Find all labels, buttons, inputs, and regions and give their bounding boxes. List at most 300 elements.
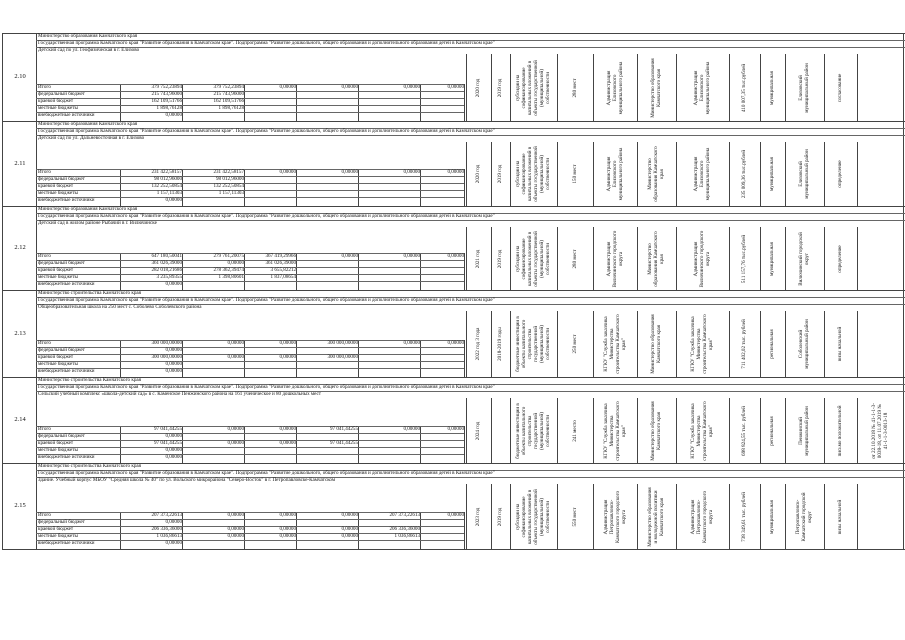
block-vertical-line [2,33,3,121]
table-column-line [358,84,359,121]
row-regional-label: краевой бюджет [38,98,74,104]
attribute-text: Администрация Елизовского муниципального района [693,147,711,201]
row-total-value: 0,00000 [279,84,296,90]
table-column-line [244,253,245,290]
attribute-text: Министерство образования Камчатского края [650,57,662,118]
row-total-value: 0,00000 [279,340,296,346]
table-column-line [420,84,421,121]
attribute-cell [785,55,823,120]
program-name: Государственная программа Камчатского края "Развитие образования в Камчатском крае". Подпрограмма "Развитие дошкольного, общего образования и дополнительного образования детей в Камчатском крае" [38,384,495,390]
block-vertical-line [2,206,3,290]
row-local-label: местные бюджеты [38,274,78,280]
row-total-value: 207 373,22613 [151,512,182,518]
row-extrabudget-value: 0,00000 [165,368,182,374]
row-federal-label: федеральный бюджет [38,260,85,266]
attribute-cell [557,55,592,120]
object-name: Общеобразовательная школа на 250 мест с. Соболево Соболевского района [38,304,202,310]
block-vertical-line [36,463,37,549]
row-regional-value: 206 336,36000 [389,526,420,532]
table-column-line [120,84,121,121]
entry-number: 2.13 [14,329,26,337]
attribute-column-line [857,142,858,206]
attribute-text: 2020 год [475,164,481,184]
row-regional-value: 132 252,50854 [151,183,182,189]
attribute-cell [466,55,490,120]
block-bottom-border [2,549,905,550]
attribute-column-line [857,484,858,549]
attribute-text: Администрация Елизовского муниципального района [605,61,624,114]
attribute-cell [491,143,509,205]
attribute-cell [510,143,556,205]
row-extrabudget-value: 0,00000 [165,112,182,118]
ministry-name: Министерство строительства Камчатского края [38,377,141,383]
row-total-value: 231 422,58157 [151,169,182,175]
row-regional-value: 97 041,44255 [153,440,182,446]
row-total-value: 0,00000 [447,512,464,518]
attribute-text: Елизовский муниципальный район [798,62,810,113]
attribute-text: Министерство образования Камчатского края [647,146,665,202]
entry-block [2,206,905,290]
attribute-text: 550 мест [571,507,578,527]
table-column-line [244,340,245,377]
attribute-text: Соболевский муниципальный район [798,319,810,369]
program-name: Государственная программа Камчатского края "Развитие образования в Камчатском крае". Подпрограмма "Развитие дошкольного, общего образования и дополнительного образования детей в Камчатском крае" [38,40,495,46]
row-total-value: 0,00000 [341,84,358,90]
row-total-value: 0,00000 [279,169,296,175]
row-local-label: местные бюджеты [38,105,78,111]
table-column-line [464,340,465,377]
row-extrabudget-label: внебюджетные источники [38,540,95,546]
attribute-cell [593,399,636,462]
row-regional-value: 0,00000 [279,440,296,446]
block-vertical-line [36,206,37,290]
row-local-label: местные бюджеты [38,447,78,453]
row-regional-value: 0,00000 [279,354,296,360]
row-extrabudget-label: внебюджетные источники [38,281,95,287]
table-column-line [358,340,359,377]
row-local-label: местные бюджеты [38,361,78,367]
attribute-cell [729,312,759,376]
row-total-value: 0,00000 [227,512,244,518]
table-column-line [464,253,465,290]
row-total-value: 0,00000 [279,426,296,432]
row-regional-value: 162 109,51766 [213,98,244,104]
table-column-line [358,169,359,206]
row-federal-value: 215 743,96000 [151,91,182,97]
attribute-cell [637,228,675,289]
table-column-line [244,426,245,463]
row-total-value: 0,00000 [403,340,420,346]
attribute-text: Пенжинский муниципальный район [798,405,810,456]
attribute-text: КГКУ "Служба заказчика Министерства строительства Камчатского края" [690,314,714,374]
attribute-text: муниципальная [769,499,775,534]
attribute-cell [676,143,728,205]
row-federal-value: 0,00000 [165,433,182,439]
attribute-cell [491,399,509,462]
row-total-value: 231 422,58157 [213,169,244,175]
program-name: Государственная программа Камчатского края "Развитие образования в Камчатском крае". Подпрограмма "Развитие дошкольного, общего образования и дополнительного образования детей в Камчатском крае" [38,297,495,303]
attribute-text: субсидии на софинансирование капитальных вложений в объекты государственной (муниципальной) собственности [515,59,551,116]
attribute-cell [557,143,592,205]
row-total-value: 379 752,23894 [151,84,182,90]
attribute-text: 280 мест [571,78,578,98]
row-regional-label: краевой бюджет [38,183,74,189]
attribute-cell [637,312,675,376]
row-regional-value: 278 362,39474 [213,267,244,273]
row-local-value: 1 036,86613 [394,533,420,539]
object-name: Здание. Учебный корпус МБОУ "Средняя школа № 40" по ул. Вольского микрорайона "Северо-Восток" в г. Петропавловске-Камчатском [38,477,336,483]
row-total-label: Итого [38,512,51,518]
attribute-cell [510,485,556,548]
row-local-value: 3 235,89355 [156,274,182,280]
attribute-cell [785,485,823,548]
attribute-cell [466,312,490,376]
block-vertical-line [2,463,3,549]
attribute-text: муниципальная [769,70,775,105]
row-regional-value: 0,00000 [279,526,296,532]
row-total-value: 300 000,00000 [327,340,358,346]
row-total-value: 0,00000 [341,169,358,175]
row-total-value: 0,00000 [403,426,420,432]
table-column-line [296,253,297,290]
attribute-cell [760,143,784,205]
attribute-text: 280 мест [571,249,578,269]
attribute-text: КГКУ "Служба заказчика Министерства строительства Камчатского края" [602,314,627,374]
row-local-value: 1 837,08654 [270,274,296,280]
attribute-cell [785,228,823,289]
attribute-cell [466,143,490,205]
attribute-cell [824,143,856,205]
attribute-cell [593,228,636,289]
attribute-text: субсидии на софинансирование капитальных вложений в объекты государственной (муниципальной) собственности [515,230,551,287]
attribute-text: определение [837,160,843,188]
row-extrabudget-value: 0,00000 [165,197,182,203]
row-federal-value: 0,00000 [165,347,182,353]
block-right-border [903,377,904,463]
attribute-cell [510,228,556,289]
row-regional-value: 97 041,44255 [329,440,358,446]
object-name: Детский сад по ул. Геофизическая в г. Елизово [38,47,140,53]
attribute-cell [785,143,823,205]
table-column-line [420,340,421,377]
row-total-value: 0,00000 [403,169,420,175]
attribute-text: 698 824,55 тыс. рублей [741,405,747,456]
attribute-column-line [857,227,858,290]
attribute-text: КГКУ "Служба заказчика Министерства строительства Камчатского края" [690,400,714,461]
row-local-value: 1 898,76128 [156,105,182,111]
program-name: Государственная программа Камчатского края "Развитие образования в Камчатском крае". Подпрограмма "Развитие дошкольного, общего образования и дополнительного образования детей в Камчатском крае" [38,128,495,134]
attribute-text: 150 мест [571,164,578,184]
attribute-cell [637,485,675,548]
table-column-line [464,169,465,206]
row-local-value: 1 398,80601 [218,274,244,280]
row-regional-value: 0,00000 [227,526,244,532]
table-column-line [296,512,297,549]
row-total-value: 207 373,22613 [389,512,420,518]
table-column-line [244,169,245,206]
attribute-text: Елизовский муниципальный район [798,149,810,199]
attribute-cell [491,312,509,376]
row-extrabudget-label: внебюджетные источники [38,112,95,118]
attribute-text: 2019 год [497,78,503,97]
attribute-cell [729,55,759,120]
row-regional-label: краевой бюджет [38,267,74,273]
object-name: Детский сад по ул. Дальневосточная в г. Елизово [38,135,145,141]
block-vertical-line [36,121,37,206]
entry-number: 2.15 [14,502,26,509]
entry-block [2,463,905,549]
row-local-value: 0,00000 [165,447,182,453]
attribute-cell [557,228,592,289]
attribute-cell [637,55,675,120]
row-regional-value: 0,00000 [227,440,244,446]
attribute-text: муниципальная [769,241,775,276]
row-regional-label: краевой бюджет [38,440,74,446]
attribute-cell [557,399,592,462]
attribute-cell [593,485,636,548]
attribute-text: Администрация Елизовского муниципального района [693,61,711,114]
row-total-value: 0,00000 [447,253,464,259]
attribute-text: 2019 год [497,164,503,184]
row-federal-value: 0,00000 [227,260,244,266]
table-column-line [244,84,245,121]
row-total-value: 367 419,29966 [265,253,296,259]
table-column-line [120,512,121,549]
table-column-line [296,169,297,206]
attribute-text: 2023 год [475,507,481,526]
row-total-value: 97 041,44255 [153,426,182,432]
attribute-text: 738 349,61 тыс. рублей [741,491,747,542]
attribute-text: 235 009,36 тыс.рублей [741,149,747,199]
attribute-text: бюджетные инвестиции в объекты капитального строительства государственной (муниципальной) собственности [515,402,551,459]
attribute-text: муниципальная [769,157,775,191]
row-regional-value: 282 018,21686 [151,267,182,273]
attribute-text: 2019 год [497,507,503,526]
attribute-cell [785,399,823,462]
table-column-line [120,340,121,377]
table-column-line [296,84,297,121]
table-column-line [182,340,183,377]
attribute-text: Министерство образования Камчатского края [647,230,665,287]
row-total-value: 0,00000 [341,512,358,518]
attribute-text: Администрация Петропавловск-Камчатского городского округа [602,490,627,543]
entry-block [2,377,905,463]
attribute-column-line [857,311,858,377]
entry-number: 2.12 [14,244,26,251]
row-total-value: 0,00000 [227,426,244,432]
object-name: Сельский учебный комплекс «школа-детский сад» в с. Каменское Пенжинского района на 161 ученическое и 80 дошкольных мест [38,391,322,397]
table-column-line [420,426,421,463]
row-total-value: 279 761,20075 [213,253,244,259]
attribute-cell [824,55,856,120]
row-extrabudget-value: 0,00000 [165,540,182,546]
attribute-text: визы начальной [837,326,843,362]
row-regional-value: 300 000,00000 [151,354,182,360]
row-total-value: 647 180,50041 [151,253,182,259]
attribute-column-line [857,54,858,121]
attribute-cell [557,312,592,376]
attribute-cell [729,143,759,205]
attribute-text: Вилючинский городской округ [798,231,810,286]
attribute-text: 511 157,76 тыс.рублей [741,234,747,283]
attribute-text: Администрация Вилючинского городского округа [693,230,711,287]
entry-block [2,33,905,121]
table-column-line [464,426,465,463]
row-federal-label: федеральный бюджет [38,433,85,439]
row-regional-label: краевой бюджет [38,354,74,360]
attribute-cell [785,312,823,376]
attribute-text: 2019 год [497,249,503,268]
program-name: Государственная программа Камчатского края "Развитие образования в Камчатском крае". Подпрограмма "Развитие дошкольного, общего образования и дополнительного образования детей в Камчатском крае" [38,213,495,219]
entry-block [2,121,905,206]
entry-number: 2.10 [14,73,26,80]
attribute-cell [676,312,728,376]
row-local-value: 0,00000 [227,533,244,539]
row-total-value: 0,00000 [403,253,420,259]
attribute-cell [676,399,728,462]
table-column-line [182,512,183,549]
ministry-name: Министерство строительства Камчатского края [38,290,141,296]
row-federal-label: федеральный бюджет [38,91,85,97]
row-federal-value: 98 012,96000 [215,176,244,182]
row-regional-value: 132 252,50854 [213,183,244,189]
table-column-line [244,512,245,549]
attribute-cell [760,399,784,462]
attribute-cell [466,399,490,462]
table-column-line [358,426,359,463]
row-federal-label: федеральный бюджет [38,176,85,182]
attribute-cell [676,55,728,120]
row-regional-value: 162 109,51766 [151,98,182,104]
attribute-text: 711 402,02 тыс. рублей [741,319,747,369]
attribute-cell [760,312,784,376]
ministry-name: Министерство образования Камчатского края [38,33,138,39]
row-local-value: 1 157,11303 [156,190,182,196]
attribute-text: 2020 год [475,78,481,97]
attribute-cell [466,485,490,548]
row-total-label: Итого [38,84,51,90]
row-extrabudget-value: 0,00000 [165,281,182,287]
attribute-cell [729,485,759,548]
attribute-text: Петропавловск-Камчатский городской округ [795,491,813,542]
row-total-label: Итого [38,426,51,432]
row-total-value: 0,00000 [447,340,464,346]
attribute-cell [676,228,728,289]
ministry-name: Министерство образования Камчатского края [38,121,138,127]
attribute-cell [729,228,759,289]
row-regional-value: 0,00000 [227,354,244,360]
block-vertical-line [2,121,3,206]
block-right-border [903,206,904,290]
attribute-cell [824,399,856,462]
attribute-text: 241 место [571,419,578,442]
program-name: Государственная программа Камчатского края "Развитие образования в Камчатском крае". Подпрограмма "Развитие дошкольного, общего образования и дополнительного образования детей в Камчатском крае" [38,470,495,476]
table-column-line [420,512,421,549]
object-name: Детский сад в жилом районе Рыбачий в г. Вилючинске [38,220,157,226]
attribute-cell [760,228,784,289]
attribute-text: 410 007,35 тыс.рублей [741,63,747,112]
attribute-cell [676,485,728,548]
row-extrabudget-label: внебюджетные источники [38,197,95,203]
row-total-label: Итого [38,169,51,175]
attribute-text: региональная [769,329,775,359]
row-extrabudget-label: внебюджетные источники [38,368,95,374]
attribute-text: Администрация Елизовского муниципального района [605,147,624,201]
attribute-cell [510,399,556,462]
ministry-name: Министерство строительства Камчатского края [38,463,141,469]
attribute-text: Министерство образования Камчатского края [650,314,662,374]
attribute-cell [637,143,675,205]
block-right-border [903,121,904,206]
row-total-value: 0,00000 [447,169,464,175]
table-column-line [358,512,359,549]
attribute-cell [729,399,759,462]
row-local-value: 1 898,76128 [218,105,244,111]
block-right-border [903,463,904,549]
attribute-cell [593,143,636,205]
row-federal-label: федеральный бюджет [38,347,85,353]
table-column-line [120,426,121,463]
attribute-text: региональная [769,415,775,446]
table-column-line [420,169,421,206]
attribute-cell [510,55,556,120]
attribute-text: определение [837,244,843,273]
attribute-text: Министерство образования Камчатского края [650,400,662,461]
attribute-text: КГКУ "Служба заказчика Министерства строительства Камчатского края" [602,400,627,461]
row-total-value: 300 000,00000 [151,340,182,346]
attribute-cell [760,55,784,120]
table-column-line [296,426,297,463]
row-total-label: Итого [38,340,51,346]
attribute-cell [510,312,556,376]
attribute-cell [491,55,509,120]
attribute-cell [557,485,592,548]
attribute-text: 2021 год [475,249,481,268]
attribute-cell [593,55,636,120]
row-federal-value: 0,00000 [165,519,182,525]
entry-number: 2.14 [14,416,26,423]
row-federal-value: 98 012,96000 [153,176,182,182]
row-federal-label: федеральный бюджет [38,519,85,525]
attribute-cell [824,485,856,548]
attribute-cell [491,485,509,548]
attribute-text: бюджетные инвестиции в объекты капитального строительства государственной (муниципальной) собственности [515,316,551,372]
table-column-line [464,512,465,549]
block-vertical-line [36,377,37,463]
table-column-line [182,169,183,206]
attribute-text: визы начальной [837,499,843,534]
table-column-line [358,253,359,290]
row-total-value: 0,00000 [403,84,420,90]
ministry-name: Министерство образования Камчатского края [38,206,138,212]
attribute-text: Министерство образования и молодежной политики Камчатского края [647,486,665,547]
attribute-text: 2018-2019 годы [497,327,503,361]
row-local-value: 0,00000 [341,533,358,539]
attribute-text: Администрация Вилючинского городского округа [605,230,624,287]
row-local-value: 1 036,86613 [156,533,182,539]
attribute-text: согласование [837,73,843,102]
table-column-line [182,426,183,463]
attribute-text: субсидии на софинансирование капитальных вложений в объекты государственной (муниципальной) собственности [515,146,551,202]
attribute-cell [824,312,856,376]
attribute-text: 250 мест [571,334,578,354]
row-regional-value: 300 000,00000 [327,354,358,360]
row-extrabudget-value: 0,00000 [165,454,182,460]
table-column-line [420,253,421,290]
row-local-value: 0,00000 [279,533,296,539]
attribute-cell [637,399,675,462]
row-local-value: 0,00000 [165,361,182,367]
